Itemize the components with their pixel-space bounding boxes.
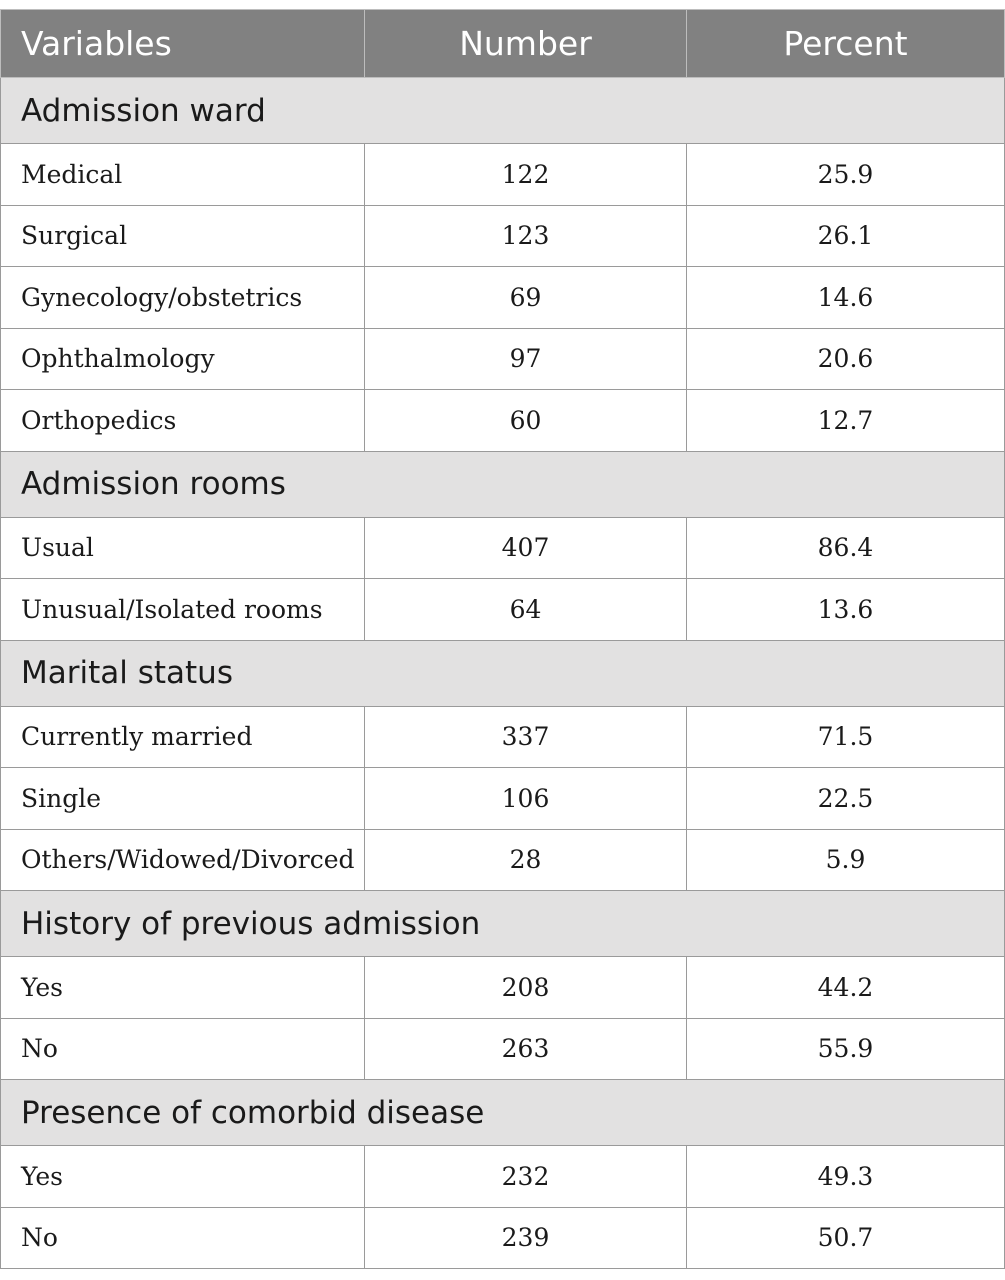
table-row — [1, 328, 1005, 390]
row-percent: 20.6 — [687, 328, 1005, 390]
column-header-variables: Variables — [1, 10, 365, 78]
row-number: 407 — [365, 517, 687, 579]
table-row — [1, 517, 1005, 579]
row-number: 122 — [365, 144, 687, 206]
table-body — [1, 78, 1005, 1269]
table-row — [1, 1146, 1005, 1208]
table-header — [1, 10, 1005, 78]
row-number: 239 — [365, 1207, 687, 1269]
column-header-percent: Percent — [687, 10, 1005, 78]
row-label: Currently married — [1, 706, 365, 768]
section-title: Admission ward — [1, 78, 1005, 144]
table-row — [1, 1207, 1005, 1269]
row-percent: 71.5 — [687, 706, 1005, 768]
row-percent: 25.9 — [687, 144, 1005, 206]
row-label: Usual — [1, 517, 365, 579]
column-header-number: Number — [365, 10, 687, 78]
row-percent: 44.2 — [687, 957, 1005, 1019]
row-number: 97 — [365, 328, 687, 390]
row-label: Gynecology/obstetrics — [1, 267, 365, 329]
row-number: 232 — [365, 1146, 687, 1208]
table-row — [1, 267, 1005, 329]
table-row — [1, 1018, 1005, 1080]
row-number: 123 — [365, 205, 687, 267]
row-label: Ophthalmology — [1, 328, 365, 390]
table-row — [1, 144, 1005, 206]
row-label: Surgical — [1, 205, 365, 267]
row-label: Others/Widowed/Divorced — [1, 829, 365, 891]
row-number: 60 — [365, 390, 687, 452]
table-row — [1, 390, 1005, 452]
row-percent: 55.9 — [687, 1018, 1005, 1080]
data-table-container — [0, 9, 1004, 1269]
section-title: Admission rooms — [1, 451, 1005, 517]
row-label: Yes — [1, 1146, 365, 1208]
row-number: 106 — [365, 768, 687, 830]
row-percent: 49.3 — [687, 1146, 1005, 1208]
row-percent: 22.5 — [687, 768, 1005, 830]
section-row — [1, 451, 1005, 517]
row-number: 208 — [365, 957, 687, 1019]
row-label: Unusual/Isolated rooms — [1, 579, 365, 641]
table-row — [1, 768, 1005, 830]
row-number: 69 — [365, 267, 687, 329]
section-row — [1, 78, 1005, 144]
table-row — [1, 579, 1005, 641]
header-row — [1, 10, 1005, 78]
row-percent: 14.6 — [687, 267, 1005, 329]
row-percent: 86.4 — [687, 517, 1005, 579]
row-number: 337 — [365, 706, 687, 768]
row-percent: 26.1 — [687, 205, 1005, 267]
section-title: Marital status — [1, 640, 1005, 706]
table-row — [1, 957, 1005, 1019]
row-label: Single — [1, 768, 365, 830]
row-label: Yes — [1, 957, 365, 1019]
row-label: Medical — [1, 144, 365, 206]
section-title: History of previous admission — [1, 891, 1005, 957]
row-percent: 50.7 — [687, 1207, 1005, 1269]
section-title: Presence of comorbid disease — [1, 1080, 1005, 1146]
row-label: No — [1, 1207, 365, 1269]
row-percent: 12.7 — [687, 390, 1005, 452]
row-number: 28 — [365, 829, 687, 891]
row-number: 263 — [365, 1018, 687, 1080]
section-row — [1, 891, 1005, 957]
table-row — [1, 706, 1005, 768]
data-table — [0, 9, 1005, 1269]
row-percent: 13.6 — [687, 579, 1005, 641]
table-row — [1, 205, 1005, 267]
table-row — [1, 829, 1005, 891]
row-number: 64 — [365, 579, 687, 641]
section-row — [1, 640, 1005, 706]
row-label: No — [1, 1018, 365, 1080]
section-row — [1, 1080, 1005, 1146]
row-percent: 5.9 — [687, 829, 1005, 891]
row-label: Orthopedics — [1, 390, 365, 452]
